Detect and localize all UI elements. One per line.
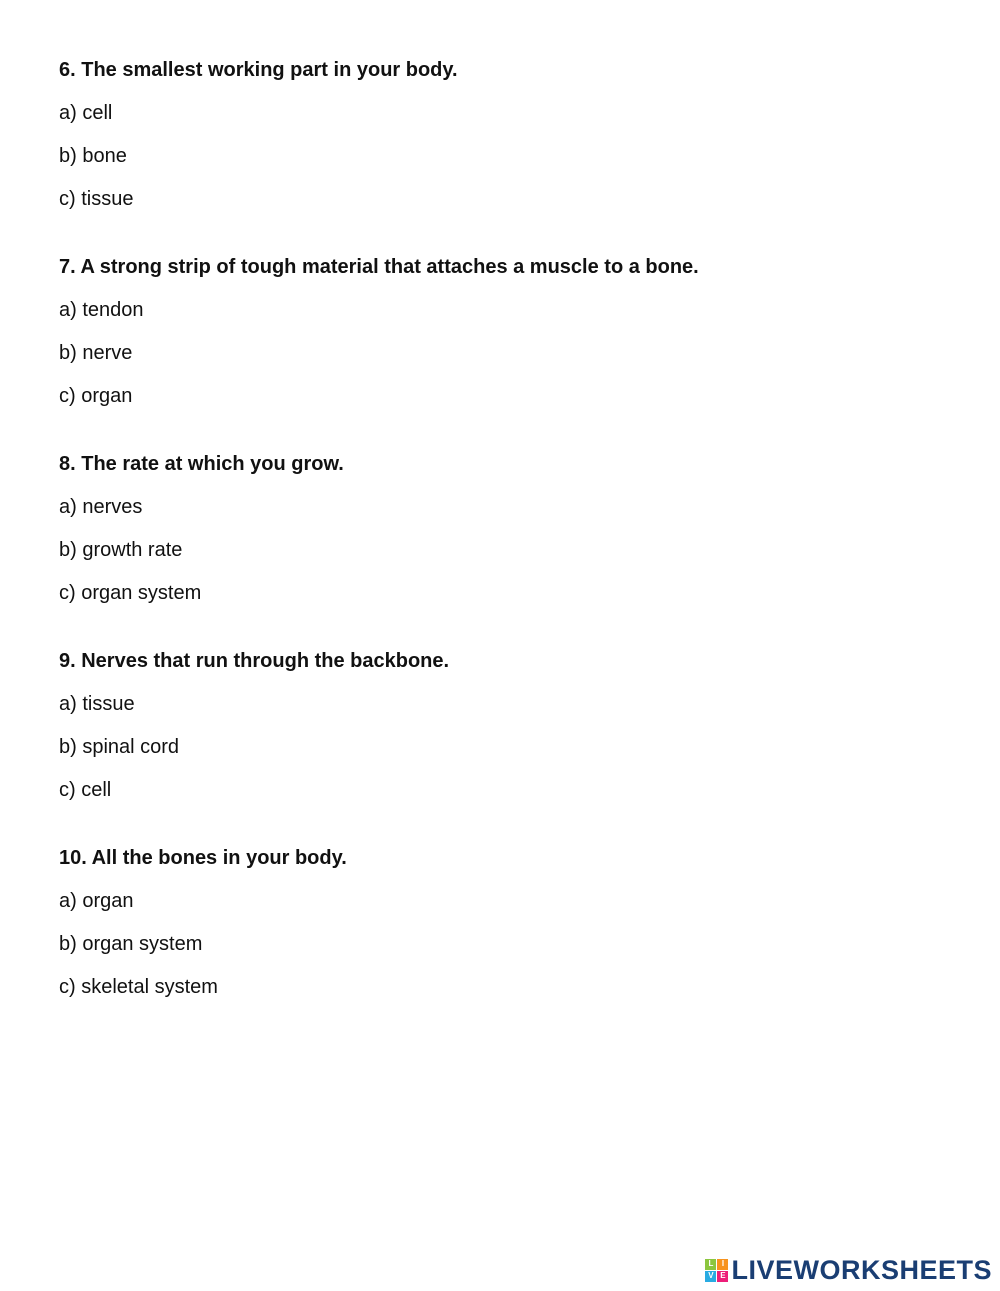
option-b: b) nerve <box>59 342 133 364</box>
option-b: b) organ system <box>59 933 203 955</box>
question-text: 7. A strong strip of tough material that attaches a muscle to a bone. <box>59 256 699 278</box>
logo-tile: V <box>705 1271 716 1282</box>
option-c: c) cell <box>59 779 112 801</box>
logo-tile: L <box>705 1259 716 1270</box>
option-c: c) tissue <box>59 188 134 210</box>
worksheet <box>59 56 959 1041</box>
liveworksheets-logo-icon <box>705 1259 728 1282</box>
question-7 <box>59 253 959 410</box>
question-text: 9. Nerves that run through the backbone. <box>59 650 450 672</box>
question-8 <box>59 450 959 607</box>
question-text: 10. All the bones in your body. <box>59 847 347 869</box>
question-6 <box>59 56 959 213</box>
question-text: 8. The rate at which you grow. <box>59 453 344 475</box>
option-a: a) tendon <box>59 299 144 321</box>
option-a: a) nerves <box>59 496 143 518</box>
question-9 <box>59 647 959 804</box>
logo-tile: E <box>717 1271 728 1282</box>
option-a: a) tissue <box>59 693 135 715</box>
option-c: c) skeletal system <box>59 976 218 998</box>
option-b: b) growth rate <box>59 539 183 561</box>
question-10 <box>59 844 959 1001</box>
brand-name: LIVEWORKSHEETS <box>731 1254 992 1285</box>
option-c: c) organ system <box>59 582 202 604</box>
option-c: c) organ <box>59 385 133 407</box>
option-b: b) spinal cord <box>59 736 180 758</box>
question-text: 6. The smallest working part in your body. <box>59 59 458 81</box>
liveworksheets-brand <box>705 1252 992 1288</box>
option-b: b) bone <box>59 145 127 167</box>
option-a: a) organ <box>59 890 134 912</box>
logo-tile: I <box>717 1259 728 1270</box>
option-a: a) cell <box>59 102 113 124</box>
